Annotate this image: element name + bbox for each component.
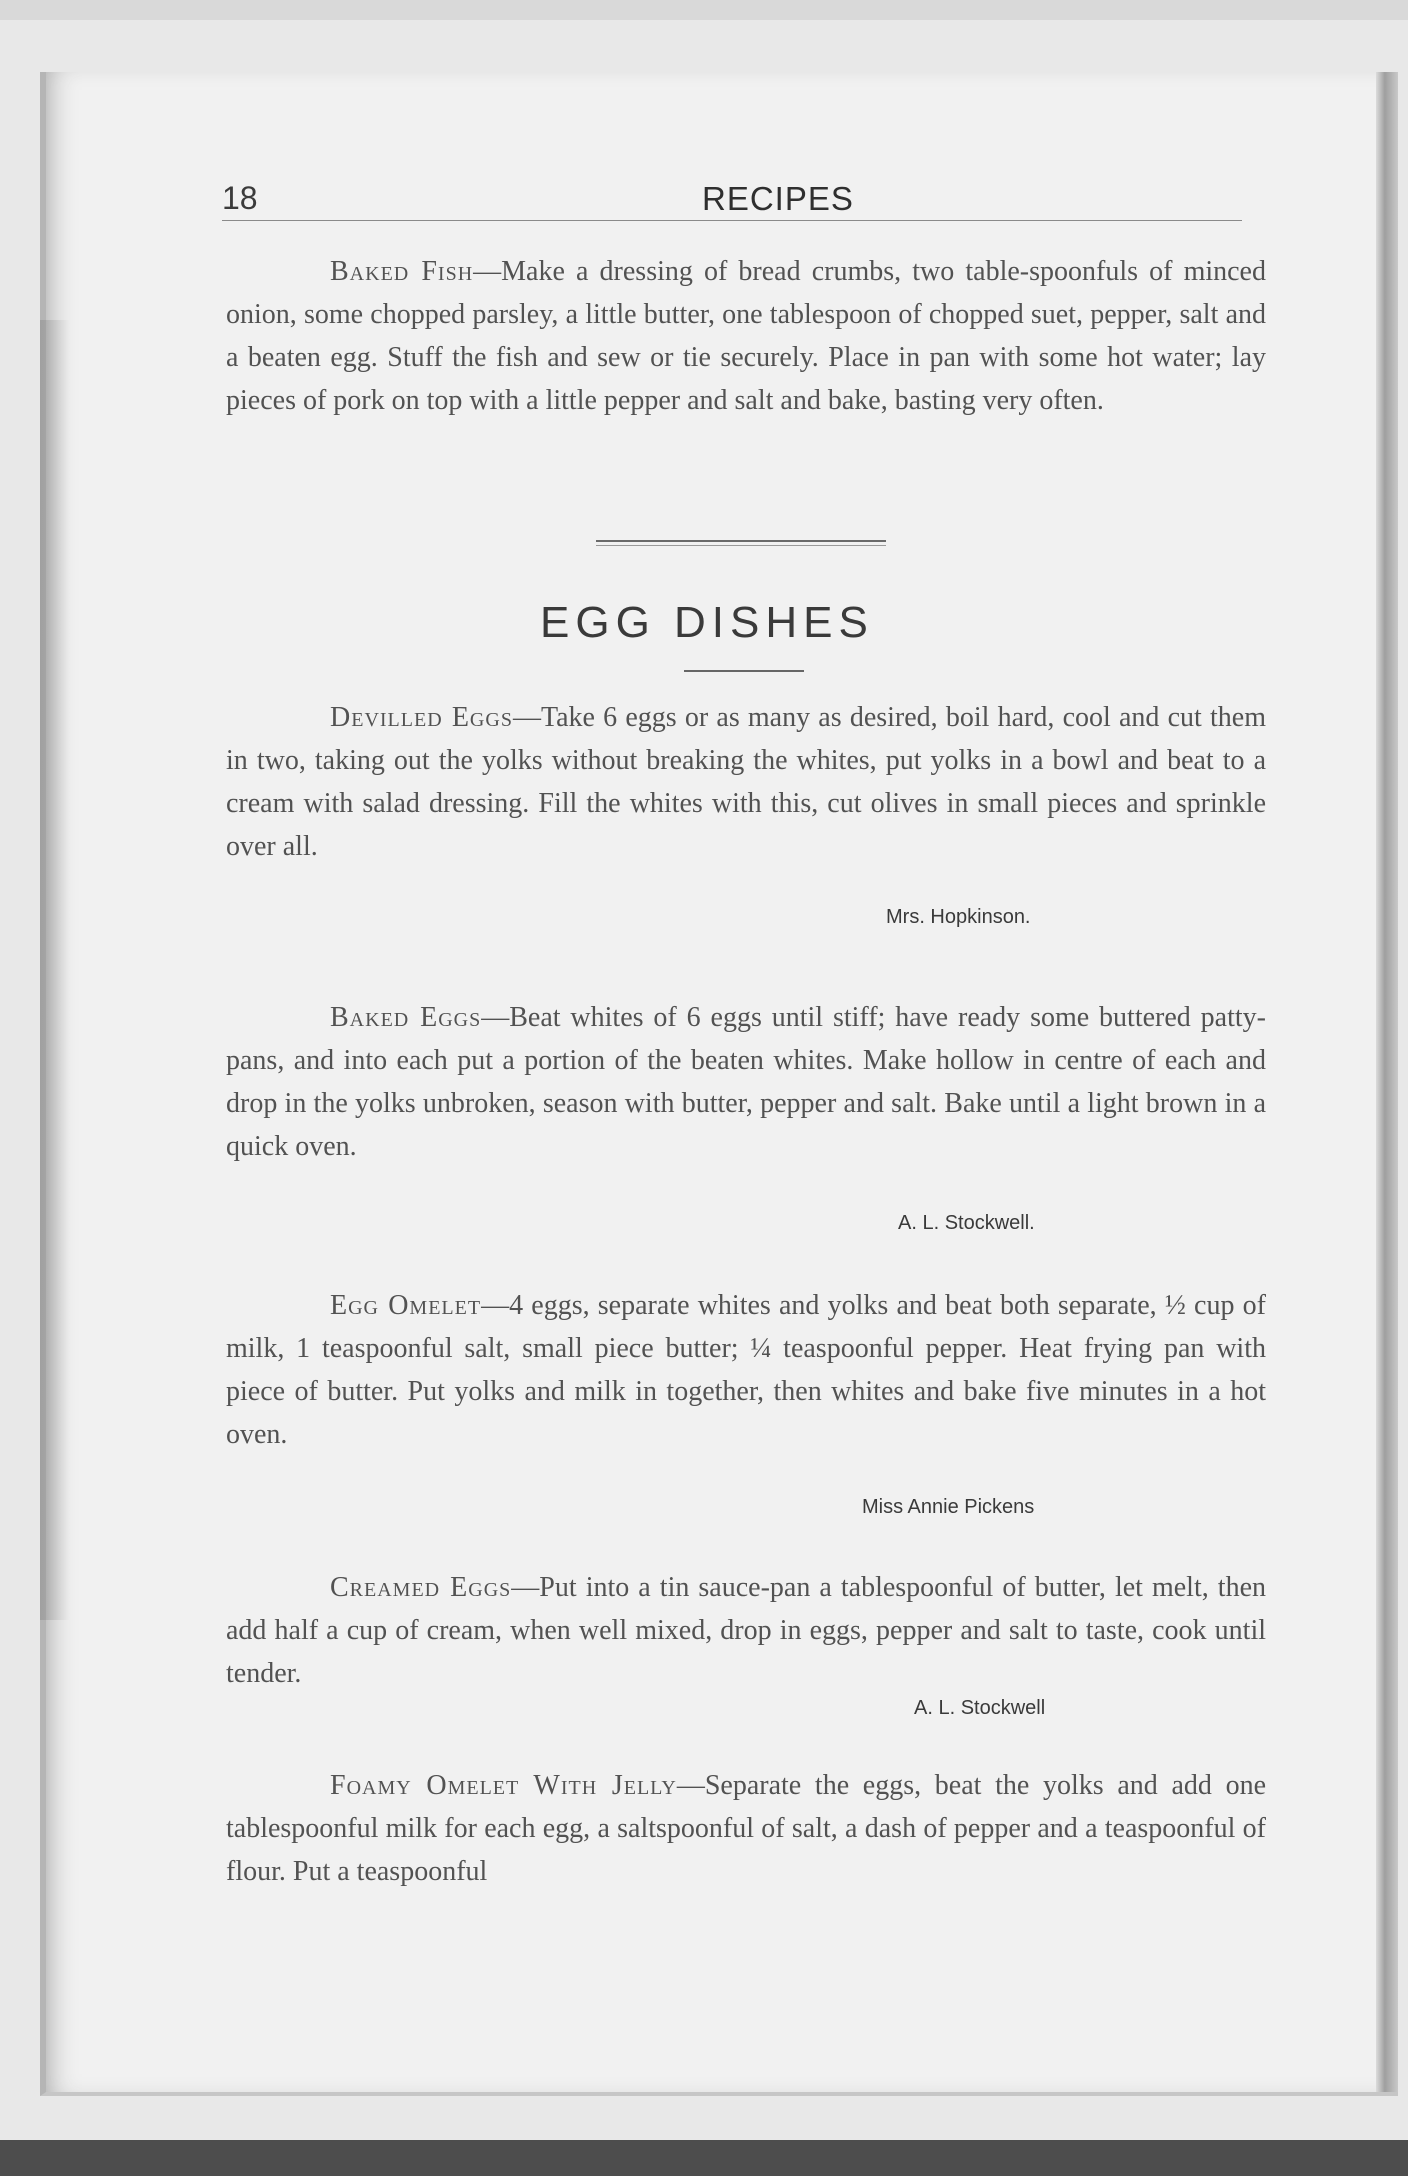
- binding-shadow: [40, 320, 70, 1620]
- page-header: [222, 180, 1242, 221]
- recipe-attribution: Miss Annie Pickens: [862, 1496, 1035, 1518]
- recipe-foamy-omelet: [226, 1764, 1266, 1893]
- recipe-attribution: Mrs. Hopkinson.: [886, 906, 1031, 928]
- recipe-baked-eggs: [226, 996, 1266, 1168]
- recipe-text: —Beat whites of 6 eggs until stiff; have ready some buttered patty-pans, and into each put a portion of the beaten whites. Make hollow in centre of each and drop in the yolks unbroken, season with butter, pepper and salt. Bake until a light brown in a quick oven.: [226, 1002, 1266, 1162]
- page-edge: [1376, 72, 1398, 2092]
- recipe-title: Creamed Eggs: [330, 1572, 512, 1603]
- running-head: RECIPES: [702, 180, 854, 217]
- recipe-text: —Take 6 eggs or as many as desired, boil hard, cool and cut them in two, taking out the yolks without breaking the whites, put yolks in a bowl and beat to a cream with salad dressing. Fill the whites with this, cut olives in small pieces and sprinkle over all.: [226, 702, 1266, 862]
- recipe-title: Foamy Omelet With Jelly: [330, 1770, 677, 1801]
- recipe-egg-omelet: [226, 1284, 1266, 1456]
- recipe-title: Baked Fish: [330, 256, 474, 287]
- recipe-text: —Put into a tin sauce-pan a tablespoonful of butter, let melt, then add half a cup of cream, when well mixed, drop in eggs, pepper and salt to taste, cook until tender.: [226, 1572, 1266, 1689]
- recipe-attribution: A. L. Stockwell: [914, 1697, 1046, 1719]
- scan-top-strip: [0, 0, 1408, 20]
- recipe-text: —4 eggs, separate whites and yolks and beat both separate, ½ cup of milk, 1 teaspoonful salt, small piece butter; ¼ teaspoonful pepper. Heat frying pan with piece of butter. Put yolks and milk in together, then whites and bake five minutes in a hot oven.: [226, 1290, 1266, 1450]
- section-rule-bottom: [684, 670, 804, 674]
- section-title: EGG DISHES: [540, 598, 874, 647]
- recipe-baked-fish: [226, 250, 1266, 422]
- recipe-title: Devilled Eggs: [330, 702, 513, 733]
- recipe-title: Egg Omelet: [330, 1290, 482, 1321]
- recipe-devilled-eggs: [226, 696, 1266, 868]
- recipe-title: Baked Eggs: [330, 1002, 482, 1033]
- recipe-attribution: A. L. Stockwell.: [898, 1212, 1035, 1234]
- page-number: 18: [222, 180, 258, 216]
- recipe-creamed-eggs: [226, 1566, 1266, 1695]
- section-rule-top: [596, 540, 886, 546]
- recipe-text: —Make a dressing of bread crumbs, two table-spoonfuls of minced onion, some chopped parsley, a little butter, one tablespoon of chopped suet, pepper, salt and a beaten egg. Stuff the fish and sew or tie securely. Place in pan with some hot water; lay pieces of pork on top with a little pepper and salt and bake, basting very often.: [226, 256, 1266, 416]
- recipe-text: —Separate the eggs, beat the yolks and add one tablespoonful milk for each egg, a saltspoonful of salt, a dash of pepper and a teaspoonful of flour. Put a teaspoonful: [226, 1770, 1267, 1887]
